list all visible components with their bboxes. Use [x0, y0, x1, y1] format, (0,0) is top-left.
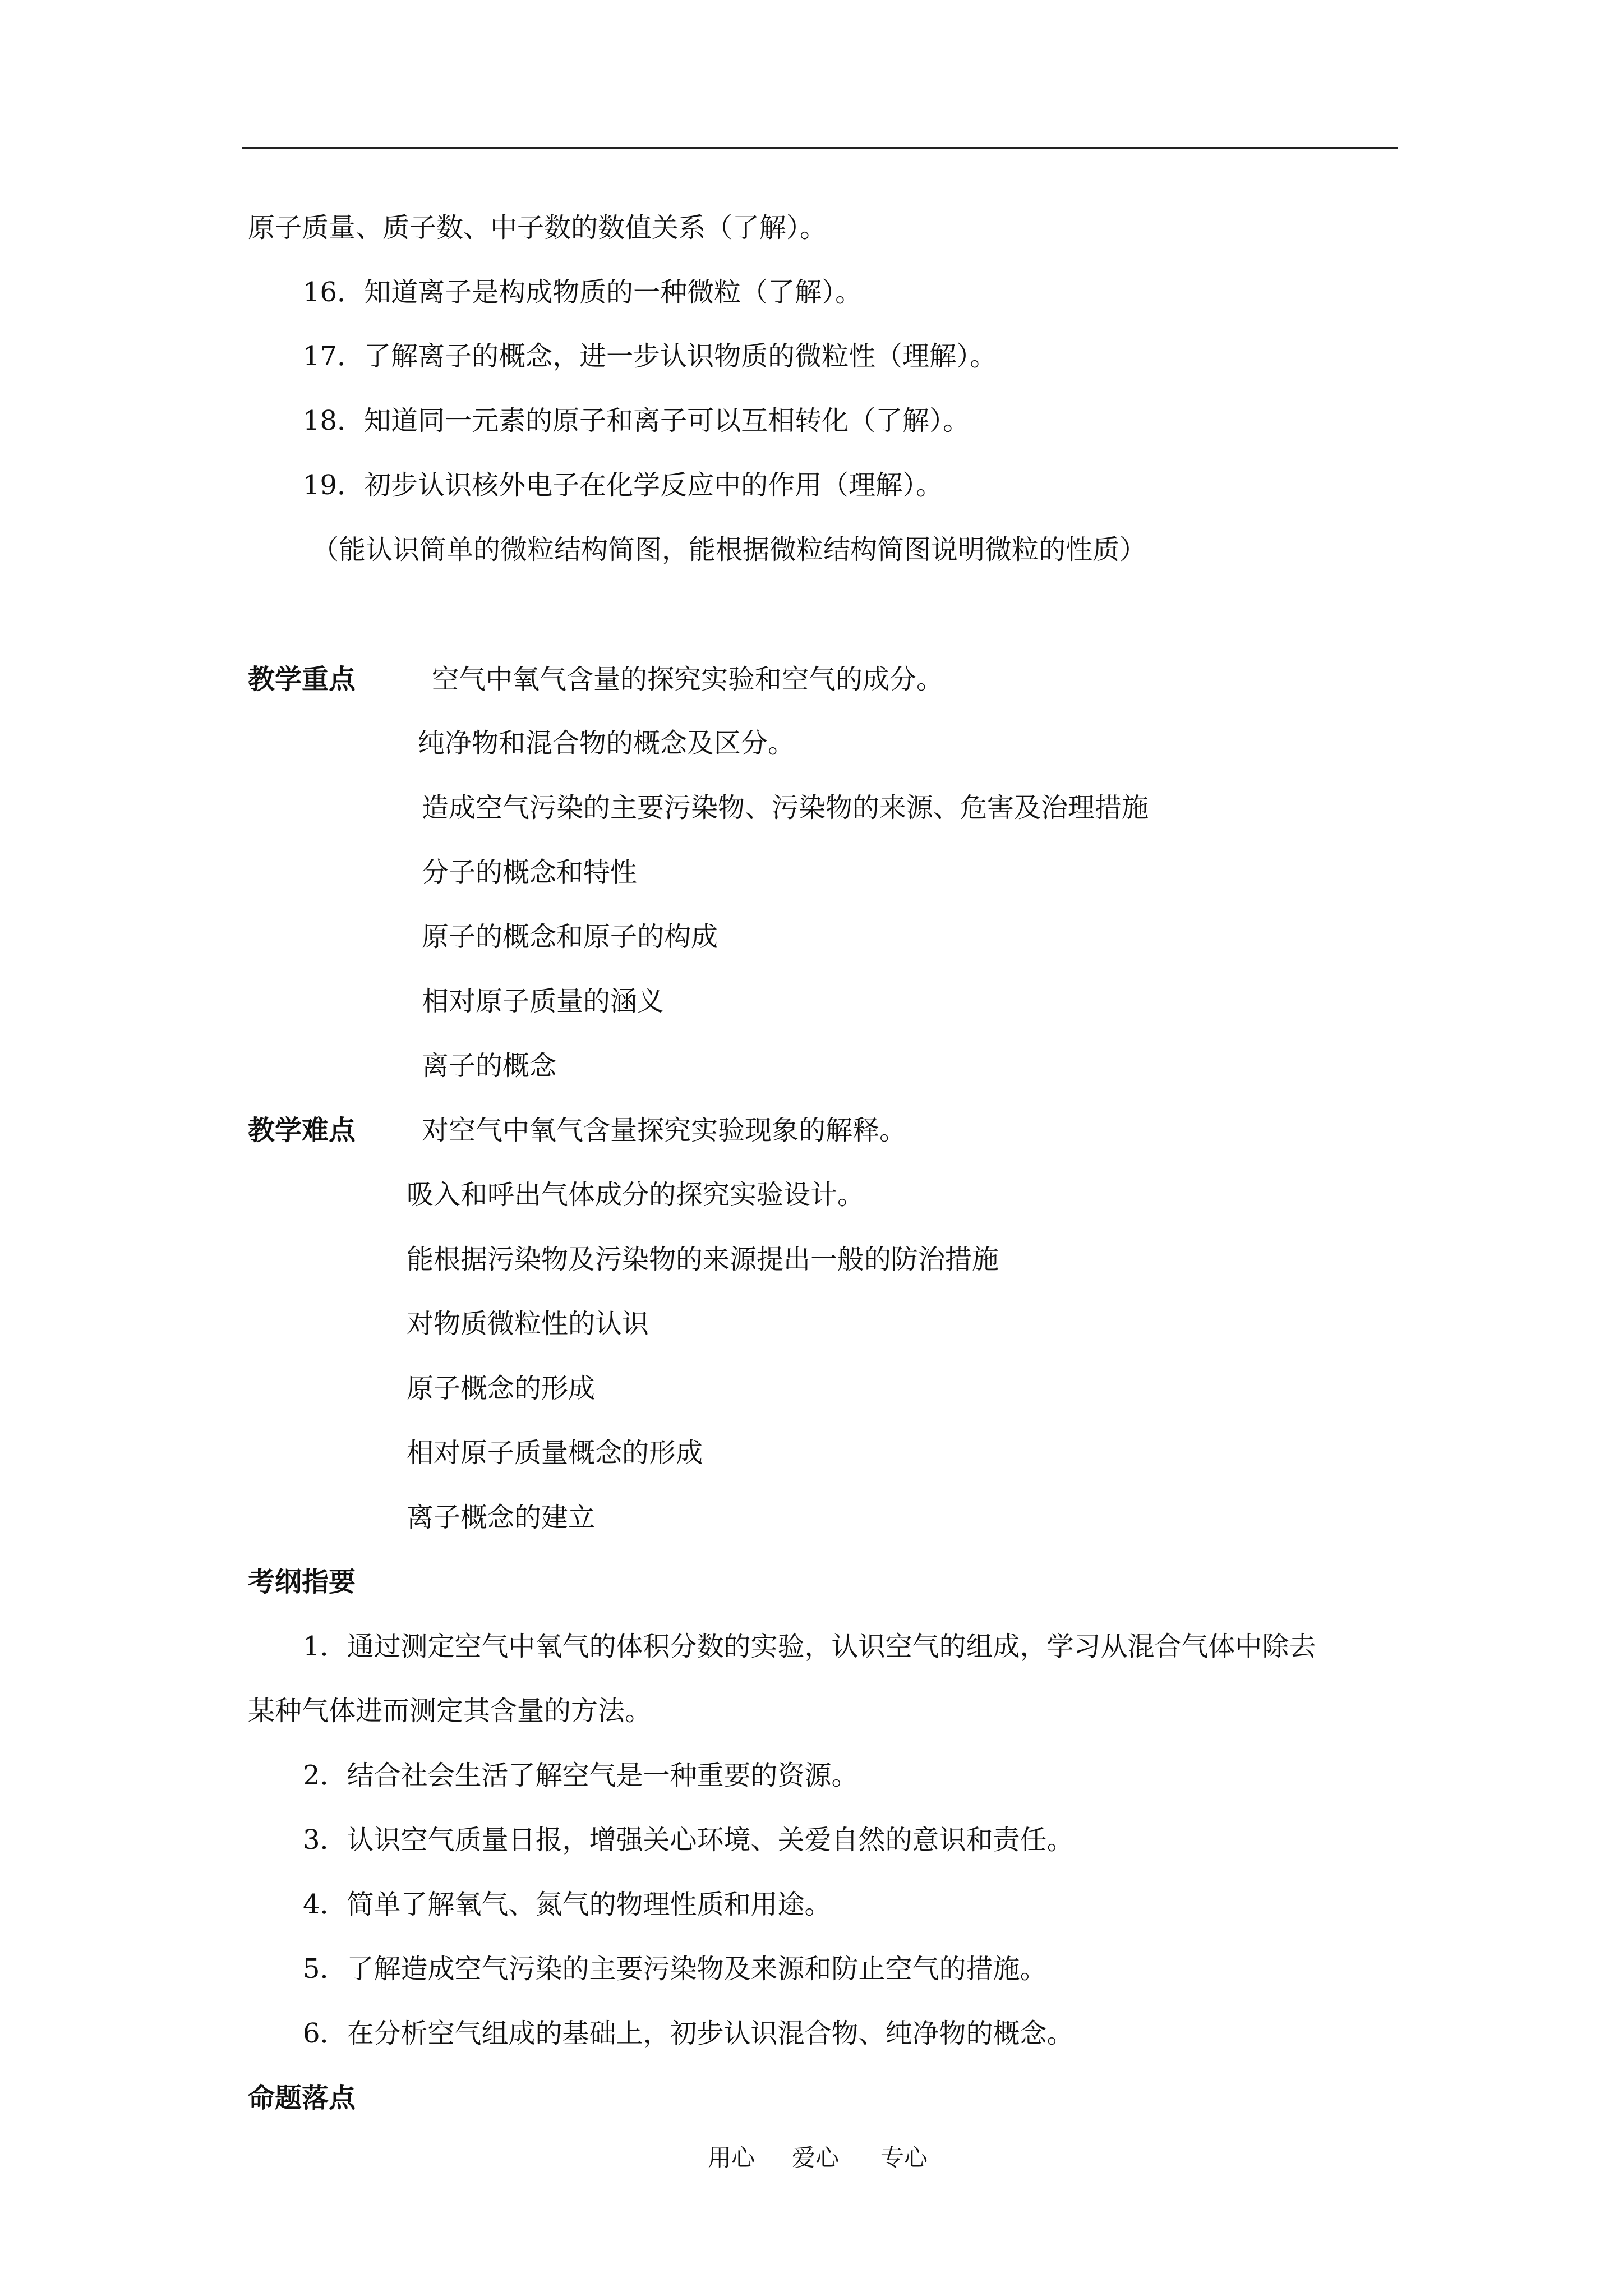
header-rule — [242, 147, 1398, 149]
list-item: 1．通过测定空气中氧气的体积分数的实验，认识空气的组成，学习从混合气体中除去 — [303, 1631, 1316, 1662]
list-item: 相对原子质量的涵义 — [422, 986, 665, 1017]
list-item: 2．结合社会生活了解空气是一种重要的资源。 — [303, 1760, 859, 1791]
list-item: 5．了解造成空气污染的主要污染物及来源和防止空气的措施。 — [303, 1953, 1047, 1985]
footer-word: 专心 — [880, 2144, 928, 2171]
list-item: 离子的概念 — [422, 1050, 557, 1082]
text-line: 原子质量、质子数、中子数的数值关系（了解）。 — [248, 212, 827, 243]
footer-word: 用心 — [708, 2144, 755, 2171]
section-heading: 命题落点 — [248, 2082, 356, 2114]
list-item: 17．了解离子的概念，进一步认识物质的微粒性（理解）。 — [303, 341, 997, 372]
list-item: 相对原子质量概念的形成 — [407, 1437, 703, 1469]
list-item: 空气中氧气含量的探究实验和空气的成分。 — [432, 664, 944, 695]
section-heading: 教学难点 — [248, 1115, 356, 1146]
list-item: 6．在分析空气组成的基础上，初步认识混合物、纯净物的概念。 — [303, 2018, 1074, 2049]
list-item: 4．简单了解氧气、氮气的物理性质和用途。 — [303, 1889, 832, 1920]
footer-word: 爱心 — [792, 2144, 840, 2171]
note-line: （能认识简单的微粒结构简图，能根据微粒结构简图说明微粒的性质） — [312, 534, 1147, 565]
list-item: 纯净物和混合物的概念及区分。 — [418, 728, 795, 759]
list-item-continuation: 某种气体进而测定其含量的方法。 — [248, 1695, 652, 1727]
list-item: 分子的概念和特性 — [422, 857, 638, 888]
list-item: 16．知道离子是构成物质的一种微粒（了解）。 — [303, 277, 863, 308]
list-item: 3．认识空气质量日报，增强关心环境、关爱自然的意识和责任。 — [303, 1824, 1074, 1856]
section-heading: 教学重点 — [248, 664, 356, 695]
list-item: 19．初步认识核外电子在化学反应中的作用（理解）。 — [303, 470, 943, 501]
list-item: 18．知道同一元素的原子和离子可以互相转化（了解）。 — [303, 405, 970, 436]
section-heading: 考纲指要 — [248, 1566, 356, 1598]
list-item: 对物质微粒性的认识 — [407, 1308, 649, 1340]
list-item: 原子概念的形成 — [407, 1373, 596, 1404]
list-item: 离子概念的建立 — [407, 1502, 596, 1533]
list-item: 造成空气污染的主要污染物、污染物的来源、危害及治理措施 — [422, 792, 1149, 823]
list-item: 能根据污染物及污染物的来源提出一般的防治措施 — [407, 1244, 999, 1275]
list-item: 原子的概念和原子的构成 — [422, 921, 718, 953]
list-item: 吸入和呼出气体成分的探究实验设计。 — [407, 1179, 865, 1211]
list-item: 对空气中氧气含量探究实验现象的解释。 — [422, 1115, 907, 1146]
